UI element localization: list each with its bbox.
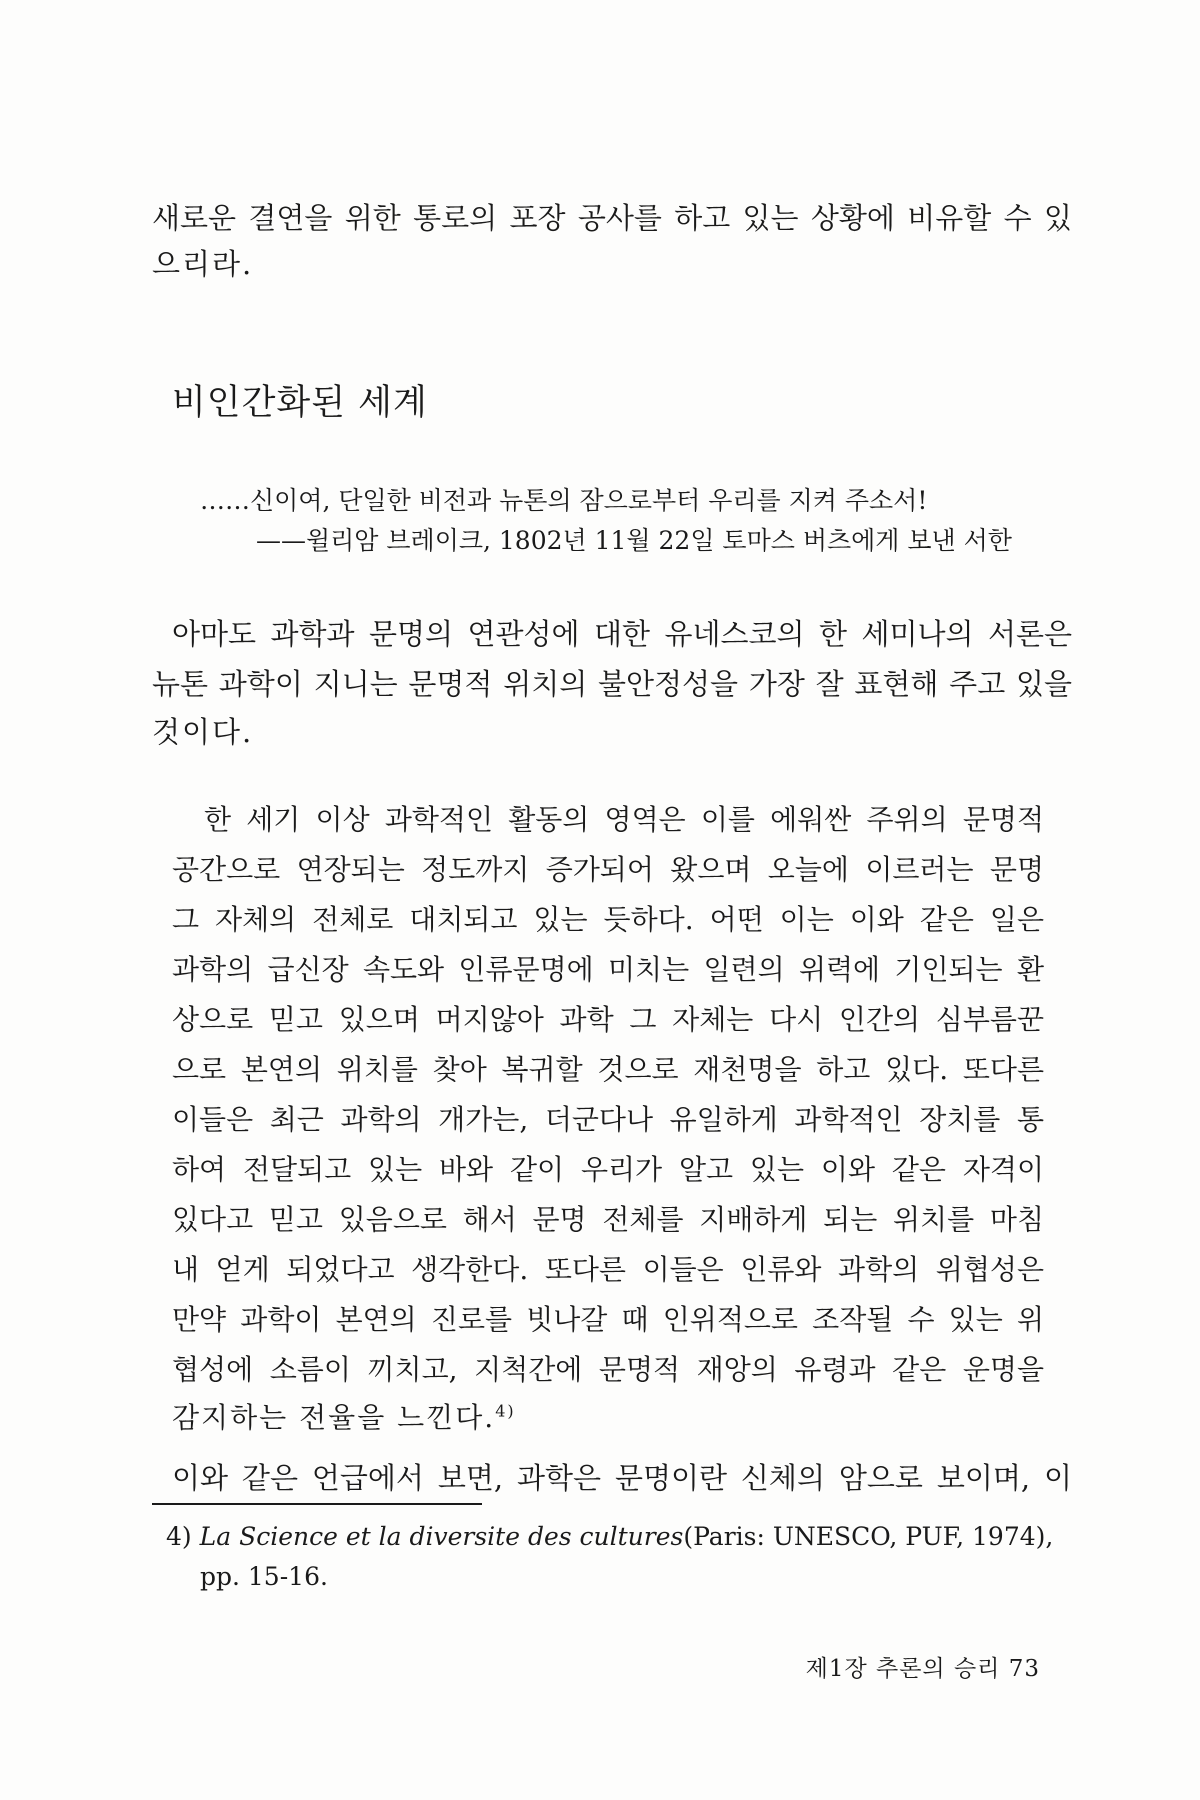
footnote-rule: [152, 1503, 482, 1505]
quote-line-6: 으로 본연의 위치를 찾아 복귀할 것으로 재천명을 하고 있다. 또다른: [172, 1053, 1044, 1086]
page-number: 73: [1008, 1656, 1040, 1682]
quote-last-line: 감지하는 전율을 느낀다.: [172, 1401, 496, 1434]
quote-line-3: 그 자체의 전체로 대치되고 있는 듯하다. 어떤 이는 이와 같은 일은: [172, 903, 1044, 936]
para1-line-3: 것이다.: [152, 715, 254, 749]
quote-line-4: 과학의 급신장 속도와 인류문명에 미치는 일련의 위력에 기인되는 환: [172, 953, 1044, 986]
footnote-pages: pp. 15-16.: [200, 1562, 328, 1591]
running-footer: [806, 1653, 1040, 1685]
footnote-number: 4): [166, 1522, 192, 1551]
para2-line-1: 이와 같은 언급에서 보면, 과학은 문명이란 신체의 암으로 보이며, 이: [172, 1461, 1072, 1495]
quote-line-5: 상으로 믿고 있으며 머지않아 과학 그 자체는 다시 인간의 심부름꾼: [172, 1003, 1044, 1036]
quote-line-2: 공간으로 연장되는 정도까지 증가되어 왔으며 오늘에 이르러는 문명: [172, 853, 1044, 886]
intro-line-2: 으리라.: [152, 247, 254, 281]
intro-line-1: 새로운 결연을 위한 통로의 포장 공사를 하고 있는 상황에 비유할 수 있: [152, 201, 1072, 235]
footnote-ref[interactable]: 4): [495, 1401, 516, 1421]
para1-line-2: 뉴톤 과학이 지니는 문명적 위치의 불안정성을 가장 잘 표현해 주고 있을: [152, 667, 1072, 701]
footnote-title: La Science et la diversite des cultures: [199, 1522, 684, 1551]
quote-line-7: 이들은 최근 과학의 개가는, 더군다나 유일하게 과학적인 장치를 통: [172, 1103, 1044, 1136]
footnote-publisher: (Paris: UNESCO, PUF, 1974),: [683, 1522, 1054, 1551]
quote-line-12: 협성에 소름이 끼치고, 지척간에 문명적 재앙의 유령과 같은 운명을: [172, 1353, 1044, 1386]
quote-line-11: 만약 과학이 본연의 진로를 빗나갈 때 인위적으로 조작될 수 있는 위: [172, 1303, 1044, 1336]
epigraph-quote: ……신이여, 단일한 비전과 뉴톤의 잠으로부터 우리를 지켜 주소서!: [200, 486, 928, 515]
quote-line-10: 내 얻게 되었다고 생각한다. 또다른 이들은 인류와 과학의 위협성은: [172, 1253, 1044, 1286]
epigraph-attribution: ——윌리암 브레이크, 1802년 11월 22일 토마스 버츠에게 보낸 서한: [256, 526, 1012, 555]
footnote: [166, 1520, 1053, 1554]
quote-line-9: 있다고 믿고 있음으로 해서 문명 전체를 지배하게 되는 위치를 마침: [172, 1203, 1044, 1236]
quote-line-1: 한 세기 이상 과학적인 활동의 영역은 이를 에워싼 주위의 문명적: [204, 803, 1044, 836]
para1-line-1: 아마도 과학과 문명의 연관성에 대한 유네스코의 한 세미나의 서론은: [172, 617, 1072, 651]
section-heading: 비인간화된 세계: [172, 383, 428, 423]
quote-line-8: 하여 전달되고 있는 바와 같이 우리가 알고 있는 이와 같은 자격이: [172, 1153, 1044, 1186]
quote-line-13: [172, 1398, 516, 1438]
chapter-title: 제1장 추론의 승리: [805, 1656, 1001, 1682]
